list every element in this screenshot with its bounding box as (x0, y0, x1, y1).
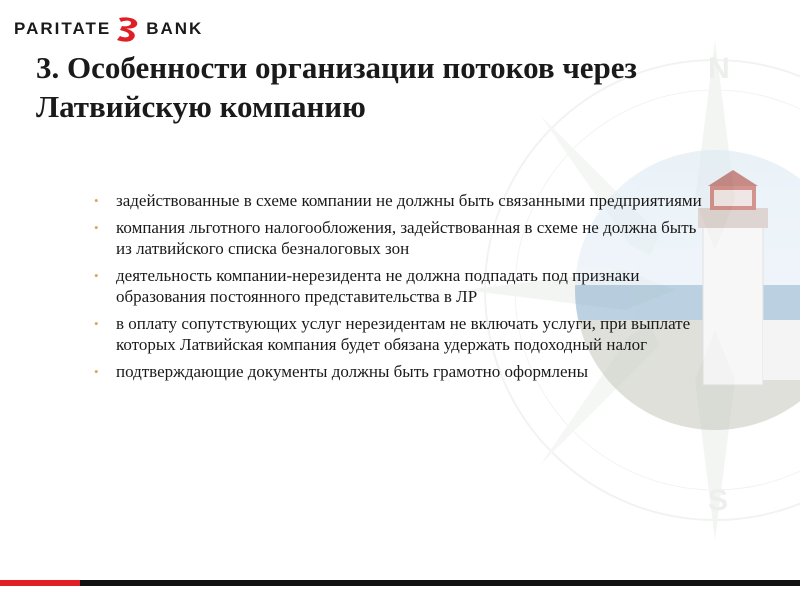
logo-right-text: BANK (146, 19, 204, 38)
bullet-marker: • (94, 364, 99, 379)
list-item (94, 217, 704, 259)
compass-south-label: S (708, 484, 729, 517)
page-title (36, 48, 776, 126)
bullet-text: в оплату сопутствующих услуг нерезидентам не включать услуги, при выплате которых Латвийская компания будет обязана удержать подоходный налог (116, 314, 691, 354)
logo-left-text: PARITATE (14, 19, 112, 38)
bullet-text: задействованные в схеме компании не должны быть связанными предприятиями (116, 191, 702, 210)
bullet-text: подтверждающие документы должны быть грамотно оформлены (116, 362, 589, 381)
bullet-text: компания льготного налогообложения, задействованная в схеме не должна быть из латвийского списка безналоговых зон (116, 218, 697, 258)
list-item (94, 361, 704, 382)
bullet-marker: • (94, 193, 99, 208)
compass-north-label: N (708, 52, 730, 85)
footer-bar (80, 580, 800, 586)
list-item (94, 265, 704, 307)
title-line-1: 3. Особенности организации потоков через (36, 50, 638, 85)
footer-accent-bar (0, 580, 80, 586)
bullet-marker: • (94, 220, 99, 235)
paritate-bank-logo (14, 14, 203, 44)
bullet-marker: • (94, 316, 99, 331)
title-line-2: Латвийскую компанию (36, 89, 366, 124)
bullet-text: деятельность компании-нерезидента не должна подпадать под признаки образования постоянного представительства в ЛР (116, 266, 640, 306)
list-item (94, 190, 704, 211)
bullet-list (94, 190, 704, 388)
list-item (94, 313, 704, 355)
bullet-marker: • (94, 268, 99, 283)
bank-emblem-icon (115, 16, 143, 42)
